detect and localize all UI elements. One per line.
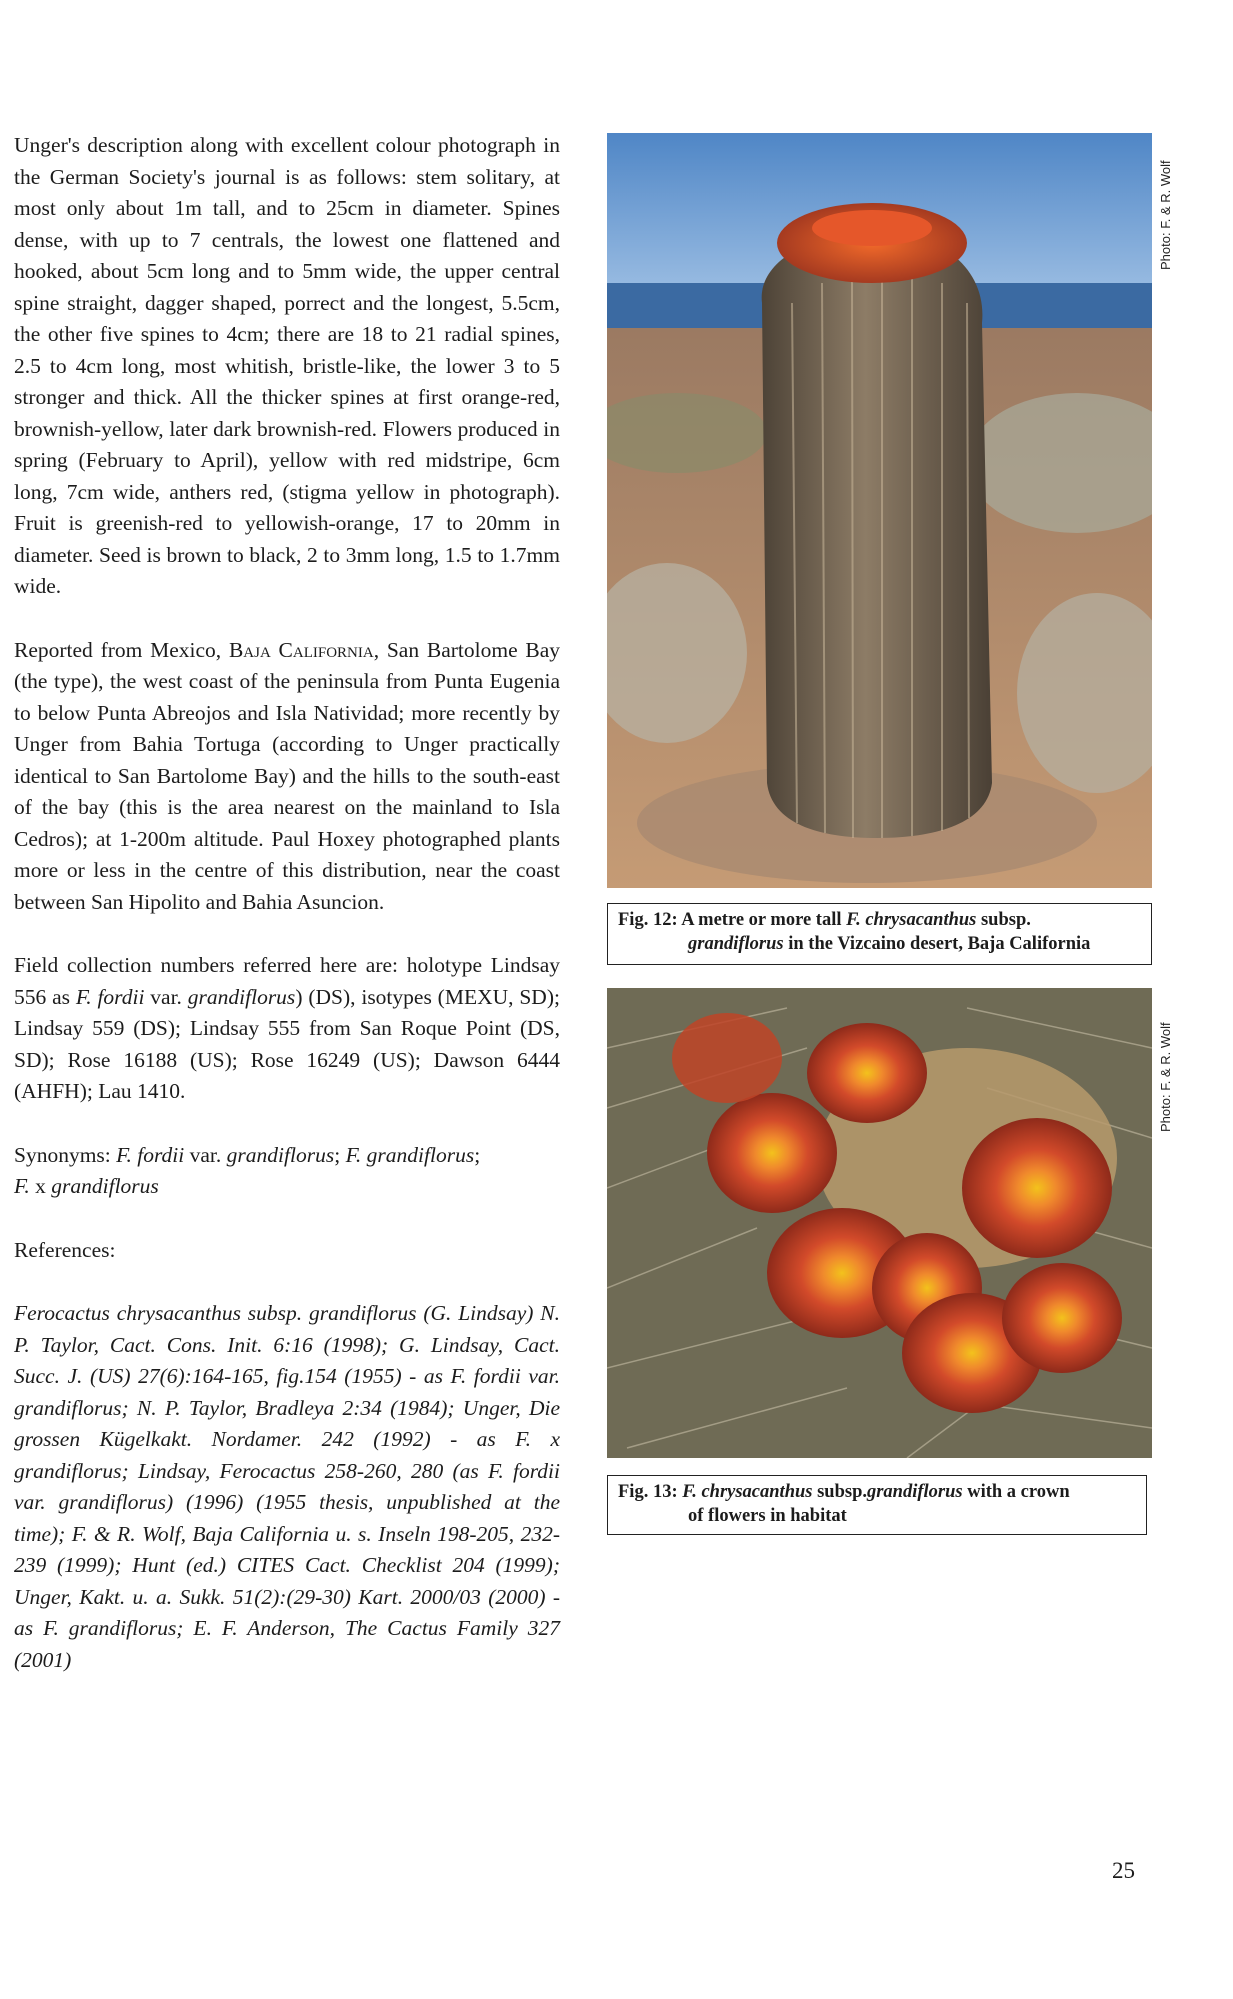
cactus-landscape-image xyxy=(607,133,1152,888)
synonym-3a: F. xyxy=(14,1174,30,1198)
figure-12-caption-taxon-b: grandiflorus xyxy=(688,934,784,954)
figure-12-caption-text-c: in the Vizcaino desert, Baja California xyxy=(783,934,1091,954)
figure-12-credit: Photo: F. & R. Wolf xyxy=(1158,160,1173,270)
synonym-sep1: ; xyxy=(334,1142,346,1167)
figure-13-caption-taxon-a: F. chrysacanthus xyxy=(682,1482,813,1502)
references-text: Ferocactus chrysacanthus subsp. grandiflorus (G. Lindsay) N. P. Taylor, Cact. Cons. Init. 6:16 (1998); G. Lindsay, Cact. Succ. J. (US) 27(6):164-165, fig.154 (1955) - as F. fordii var. grandiflorus; N. P. Taylor, Bradleya 2:34 (1984); Unger, Die grossen Kügelkakt. Nordamer. 242 (1992) - as F. x grandiflorus; Lindsay, Ferocactus 258-260, 280 (as F. fordii var. grandiflorus) (1996) (1955 thesis, unpublished at the time); F. & R. Wolf, Baja California u. s. Inseln 198-205, 232-239 (1999); Hunt (ed.) CITES Cact. Checklist 204 (1999); Unger, Kakt. u. a. Sukk. 51(2):(29-30) Kart. 2000/03 (2000) - as F. grandiflorus; E. F. Anderson, The Cactus Family 327 (2001) xyxy=(14,1301,560,1672)
description-paragraph: Unger's description along with excellent colour photograph in the German Society's journal is as follows: stem solitary, at most only about 1m tall, and to 25cm in diameter. Spines dense, with up to 7 centrals, the lowest one flattened and hooked, about 5cm long and to 5mm wide, the upper central spine straight, dagger shaped, porrect and the longest, 5.5cm, the other five spines to 4cm; there are 18 to 21 radial spines, 2.5 to 4cm long, most whitish, bristle-like, the lower 3 to 5 stronger and thick. All the thicker spines at first orange-red, brownish-yellow, later dark brownish-red. Flowers produced in spring (February to April), yellow with red midstripe, 6cm long, 7cm wide, anthers red, (stigma yellow in photograph). Fruit is greenish-red to yellowish-orange, 17 to 20mm in diameter. Seed is brown to black, 2 to 3mm long, 1.5 to 1.7mm wide. xyxy=(14,133,560,598)
page-number: 25 xyxy=(1112,1858,1135,1883)
figure-12-caption xyxy=(607,903,1152,965)
figure-13-caption xyxy=(607,1475,1147,1535)
distribution-rest: , San Bartolome Bay (the type), the west coast of the peninsula from Punta Eugenia to below Punta Abreojos and Isla Natividad; more recently by Unger from Bahia Tortuga (according to Unger practically identical to San Bartolome Bay) and the hills to the south-east of the bay (this is the area nearest on the mainland to Isla Cedros); at 1-200m altitude. Paul Hoxey photographed plants more or less in the centre of this distribution, near the coast between San Hipolito and Bahia Asuncion. xyxy=(14,637,561,914)
synonym-1b: var. xyxy=(184,1142,227,1167)
synonym-3c: grandiflorus xyxy=(51,1174,159,1198)
figure-12-caption-text-a: A metre or more tall xyxy=(677,910,847,930)
distribution-region: Baja California xyxy=(228,637,374,662)
distribution-paragraph xyxy=(14,635,560,919)
figure-12-caption-text-b: subsp. xyxy=(976,910,1031,930)
synonym-1a: F. fordii xyxy=(116,1142,185,1167)
distribution-start: Reported from Mexico, xyxy=(14,637,229,662)
synonym-sep2: ; xyxy=(474,1142,481,1167)
references-label: References: xyxy=(14,1237,116,1262)
synonym-3b: x xyxy=(29,1174,52,1198)
figure-13-caption-text-a: subsp. xyxy=(812,1482,867,1502)
figure-12-caption-taxon-a: F. chrysacanthus xyxy=(846,910,977,930)
text-column xyxy=(14,130,560,1676)
synonym-2: F. grandiflorus xyxy=(345,1142,475,1167)
synonyms-paragraph xyxy=(14,1140,560,1203)
figure-12-label: Fig. 12: xyxy=(618,910,678,930)
figure-12-photo xyxy=(607,133,1152,888)
figure-13-caption-text-c: of flowers in habitat xyxy=(688,1506,847,1526)
field-collection-part2: var. xyxy=(144,984,188,1009)
figure-13-credit: Photo: F. & R. Wolf xyxy=(1158,1022,1173,1132)
figure-13-caption-text-b: with a crown xyxy=(962,1482,1070,1502)
field-collection-taxon1: F. fordii xyxy=(75,984,145,1009)
figure-13-label: Fig. 13: xyxy=(618,1482,678,1502)
field-collection-paragraph xyxy=(14,950,560,1108)
field-collection-part1: Field collection numbers referred here are: holotype Lindsay 556 as xyxy=(14,953,560,1009)
field-collection-taxon2: grandiflorus xyxy=(187,984,296,1009)
field-collection-part3: ) (DS), isotypes (MEXU, SD); Lindsay 559 (DS); Lindsay 555 from San Roque Point (DS, SD); Rose 16188 (US); Rose 16249 (US); Dawson 6444 (AHFH); Lau 1410. xyxy=(14,984,560,1103)
synonym-1c: grandiflorus xyxy=(226,1142,335,1167)
figure-13-photo xyxy=(607,988,1152,1458)
cactus-flowers-image xyxy=(607,988,1152,1458)
figure-13-caption-taxon-b: grandiflorus xyxy=(866,1482,963,1502)
synonyms-label: Synonyms: xyxy=(14,1142,117,1167)
